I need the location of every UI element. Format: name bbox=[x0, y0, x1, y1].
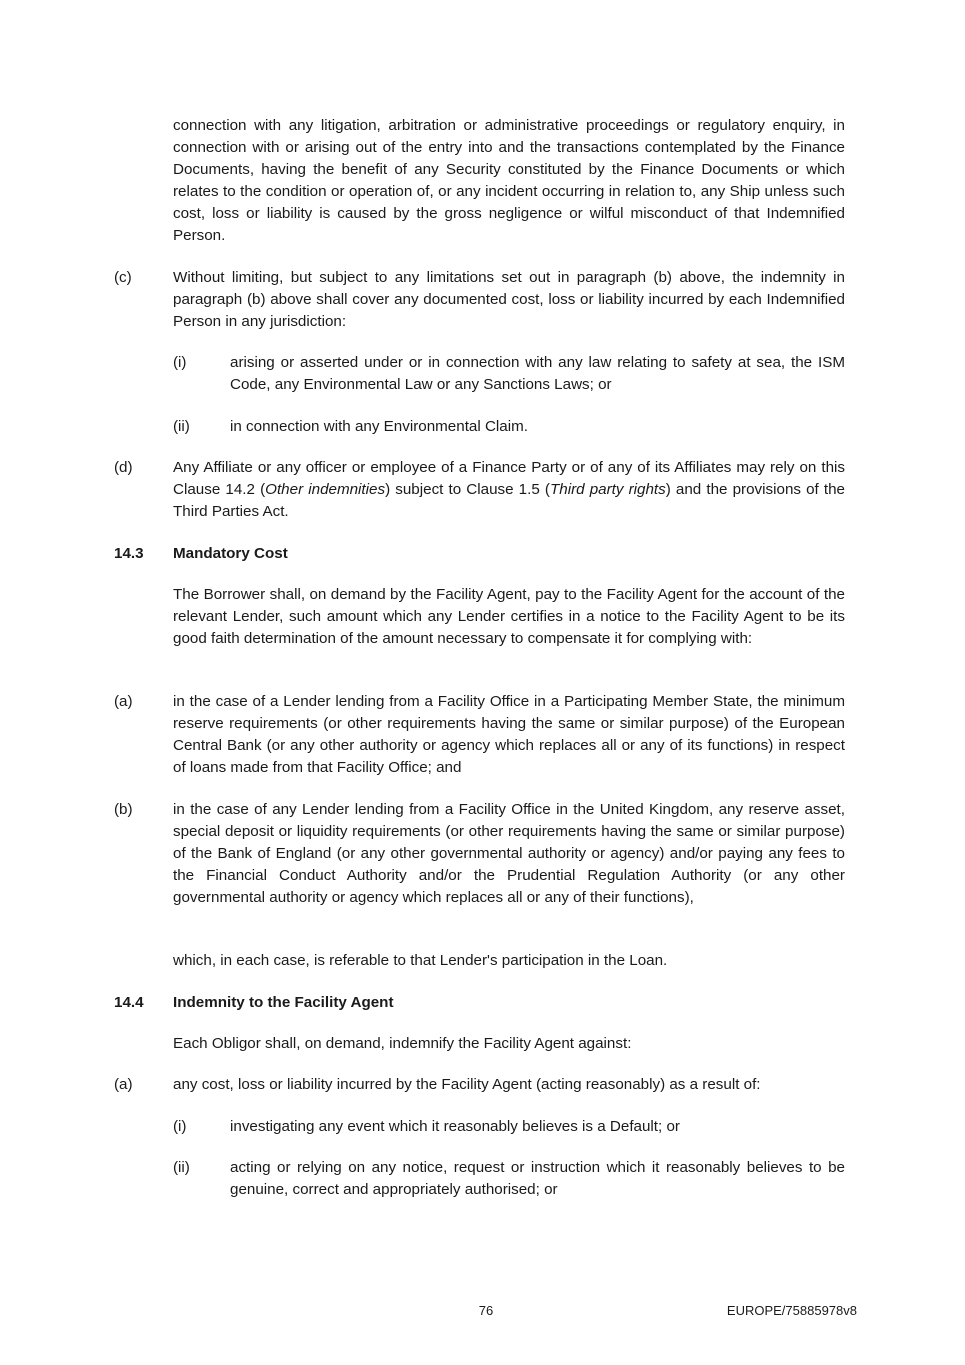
paragraph-d-text-part-1: Any Affiliate or any officer or employee of a Finance Party or of any of its Affiliates may rely on this Clause 14.2 ( bbox=[173, 459, 845, 498]
section-14-3-number: 14.3 bbox=[114, 545, 144, 562]
paragraph-c-text: Without limiting, but subject to any limitations set out in paragraph (b) above, the indemnity in paragraph (b) above shall cover any documented cost, loss or liability incurred by each Indemnified Person in any jurisdiction: bbox=[173, 269, 845, 330]
paragraph-c-ii-label: (ii) bbox=[173, 418, 190, 435]
section-14-4-intro: Each Obligor shall, on demand, indemnify the Facility Agent against: bbox=[173, 1035, 632, 1052]
cross-reference-other-indemnities: Other indemnities bbox=[265, 481, 386, 498]
section-14-4-a-label: (a) bbox=[114, 1076, 133, 1093]
section-14-3-title: Mandatory Cost bbox=[173, 545, 288, 562]
cross-reference-third-party-rights: Third party rights bbox=[549, 481, 666, 498]
paragraph-c-i-text: arising or asserted under or in connection with any law relating to safety at sea, the ISM Code, any Environmental Law or any Sanctions Laws; or bbox=[230, 354, 845, 393]
section-14-4-a-ii-label: (ii) bbox=[173, 1159, 190, 1176]
section-14-3-intro: The Borrower shall, on demand by the Facility Agent, pay to the Facility Agent for the account of the relevant Lender, such amount which any Lender certifies in a notice to the Facility Agent to be its good faith determination of the amount necessary to compensate it for complying with: bbox=[173, 586, 845, 647]
section-14-4-a-ii-text: acting or relying on any notice, request or instruction which it reasonably believes to be genuine, correct and appropriately authorised; or bbox=[230, 1159, 845, 1198]
document-reference: EUROPE/75885978v8 bbox=[726, 1303, 857, 1318]
paragraph-c-ii-text: in connection with any Environmental Claim. bbox=[230, 418, 528, 435]
section-14-4-a-i-label: (i) bbox=[173, 1118, 187, 1135]
paragraph-d-label: (d) bbox=[114, 459, 133, 476]
section-14-4-a-text: any cost, loss or liability incurred by the Facility Agent (acting reasonably) as a result of: bbox=[173, 1076, 761, 1093]
continuation-paragraph: connection with any litigation, arbitration or administrative proceedings or regulatory enquiry, in connection with or arising out of the entry into and the transactions contemplated by the Finance Documents, having the benefit of any Security constituted by the Finance Documents or which relates to the condition or operation of, or any incident occurring in relation to, any Ship unless such cost, loss or liability is caused by the gross negligence or wilful misconduct of that Indemnified Person. bbox=[173, 117, 845, 244]
paragraph-d-text-part-2: ) subject to Clause 1.5 ( bbox=[385, 481, 550, 498]
paragraph-d-text bbox=[173, 457, 845, 523]
paragraph-c-i-label: (i) bbox=[173, 354, 187, 371]
section-14-4-title: Indemnity to the Facility Agent bbox=[173, 994, 394, 1011]
section-14-4-a-i-text: investigating any event which it reasonably believes is a Default; or bbox=[230, 1118, 680, 1135]
section-14-3-a-label: (a) bbox=[114, 693, 133, 710]
page-number: 76 bbox=[478, 1303, 494, 1318]
paragraph-c-label: (c) bbox=[114, 269, 132, 286]
section-14-3-a-text: in the case of a Lender lending from a Facility Office in a Participating Member State, the minimum reserve requirements (or other requirements having the same or similar purpose) of the European Central Bank (or any other authority or agency which replaces all or any of its functions) in respect of loans made from that Facility Office; and bbox=[173, 693, 845, 776]
paragraph-d-text-part-3: ) and the provisions of the Third Parties Act. bbox=[173, 481, 845, 520]
section-14-3-b-label: (b) bbox=[114, 801, 133, 818]
section-14-3-closing: which, in each case, is referable to that Lender's participation in the Loan. bbox=[173, 952, 668, 969]
section-14-3-b-text: in the case of any Lender lending from a Facility Office in the United Kingdom, any reserve asset, special deposit or liquidity requirements (or other requirements having the same or similar purpose) of the Bank of England (or any other governmental authority or agency) and/or paying any fees to the Financial Conduct Authority and/or the Prudential Regulation Authority (or any other governmental authority or agency which replaces all or any of their functions), bbox=[173, 801, 845, 906]
section-14-4-number: 14.4 bbox=[114, 994, 144, 1011]
